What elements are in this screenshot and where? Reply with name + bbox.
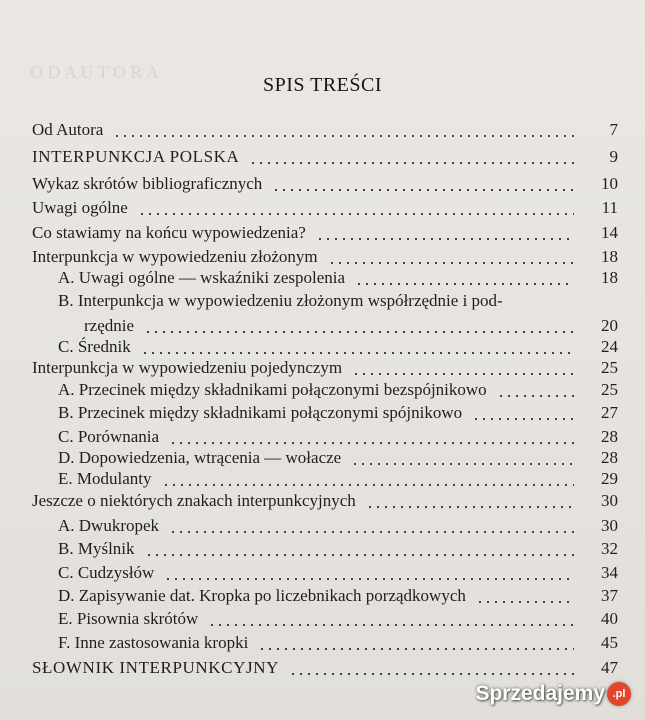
dot-leader (145, 554, 574, 556)
dot-leader (289, 673, 574, 675)
toc-entry-title: Od Autora (32, 120, 104, 139)
dot-leader (208, 624, 574, 626)
toc-entry-title: B. Myślnik (58, 539, 135, 558)
toc-entry (58, 584, 618, 608)
toc-entry-title: F. Inne zastosowania kropki (58, 633, 249, 652)
toc-entry-title: D. Dopowiedzenia, wtrącenia — wołacze (58, 448, 342, 467)
toc-entry-title: Wykaz skrótów bibliograficznych (32, 174, 263, 193)
dot-leader (169, 442, 574, 444)
toc-entry-page-number: 27 (601, 403, 618, 422)
toc-entry-page-number: 30 (601, 516, 618, 535)
toc-entry-title: C. Średnik (58, 337, 131, 356)
toc-entry-title: E. Pisownia skrótów (58, 609, 199, 628)
toc-entry-title: D. Zapisywanie dat. Kropka po liczebnikach porządkowych (58, 586, 466, 605)
toc-entry (32, 489, 618, 513)
toc-entry (32, 118, 618, 142)
toc-entry-title: Jeszcze o niektórych znakach interpunkcyjnych (32, 491, 356, 510)
dot-leader (164, 578, 574, 580)
toc-entry (58, 401, 618, 425)
dot-leader (138, 213, 574, 215)
toc-entry (32, 145, 618, 169)
toc-entry-page-number: 47 (601, 658, 618, 677)
dot-leader (162, 484, 574, 486)
toc-entry (58, 537, 618, 561)
dot-leader (351, 463, 574, 465)
dot-leader (249, 162, 574, 164)
toc-entry-page-number: 25 (601, 358, 618, 377)
toc-entry (58, 467, 618, 491)
dot-leader (355, 283, 574, 285)
dot-leader (497, 395, 574, 397)
toc-entry-page-number: 10 (601, 174, 618, 193)
toc-entry-title: Interpunkcja w wypowiedzeniu pojedynczym (32, 358, 343, 377)
dot-leader (328, 262, 574, 264)
toc-entry-title: Uwagi ogólne (32, 198, 128, 217)
toc-entry (58, 266, 618, 290)
toc-entry (32, 196, 618, 220)
dot-leader (169, 531, 574, 533)
toc-entry-title: INTERPUNKCJA POLSKA (32, 147, 240, 166)
dot-leader (472, 418, 574, 420)
toc-entry-title: A. Dwukropek (58, 516, 160, 535)
toc-entry-page-number: 28 (601, 427, 618, 446)
toc-entry-title: C. Cudzysłów (58, 563, 155, 582)
dot-leader (144, 331, 574, 333)
dot-leader (366, 506, 574, 508)
toc-entry-title: A. Uwagi ogólne — wskaźniki zespolenia (58, 268, 346, 287)
toc-entry-page-number: 25 (601, 380, 618, 399)
toc-entry-page-number: 14 (601, 223, 618, 242)
toc-entry-title: rzędnie (84, 316, 135, 335)
dot-leader (272, 189, 574, 191)
toc-entry-page-number: 11 (601, 198, 618, 217)
toc-entry-page-number: 9 (609, 147, 618, 166)
toc-entry-page-number: 7 (609, 120, 618, 139)
toc-entry (58, 378, 618, 402)
toc-entry (58, 631, 618, 655)
watermark-logo (475, 682, 631, 706)
toc-entry (32, 172, 618, 196)
toc-entry-page-number: 40 (601, 609, 618, 628)
toc-entry (58, 514, 618, 538)
dot-leader (141, 352, 574, 354)
dot-leader (113, 135, 574, 137)
toc-entry (58, 561, 618, 585)
toc-entry-page-number: 32 (601, 539, 618, 558)
toc-entry-page-number: 30 (601, 491, 618, 510)
toc-entry-title: Interpunkcja w wypowiedzeniu złożonym (32, 247, 318, 266)
toc-entry-title: A. Przecinek między składnikami połączonymi bezspójnikowo (58, 380, 487, 399)
page-title: SPIS TREŚCI (262, 74, 383, 96)
dot-leader (258, 648, 574, 650)
toc-entry-page-number: 29 (601, 469, 618, 488)
toc-entry (58, 607, 618, 631)
toc-entry-page-number: 37 (601, 586, 618, 605)
show-through-text: O D A U T O R A (30, 62, 159, 82)
toc-entry-page-number: 45 (601, 633, 618, 652)
toc-entry (58, 289, 618, 313)
toc-entry (32, 656, 618, 680)
toc-entry-title: B. Przecinek między składnikami połączonymi spójnikowo (58, 403, 463, 422)
toc-entry-title: Co stawiamy na końcu wypowiedzenia? (32, 223, 306, 242)
toc-entry-page-number: 18 (601, 268, 618, 287)
dot-leader (316, 238, 574, 240)
toc-entry-page-number: 24 (601, 337, 618, 356)
toc-entry-page-number: 34 (601, 563, 618, 582)
dot-leader (476, 601, 574, 603)
toc-entry-title: SŁOWNIK INTERPUNKCYJNY (32, 658, 279, 677)
dot-leader (352, 373, 574, 375)
watermark-badge: .pl (607, 682, 631, 706)
toc-entry (32, 356, 618, 380)
toc-entry-title: E. Modulanty (58, 469, 152, 488)
toc-entry (32, 221, 618, 245)
toc-entry-title: B. Interpunkcja w wypowiedzeniu złożonym współrzędnie i pod- (58, 291, 503, 310)
toc-entry-page-number: 20 (601, 316, 618, 335)
watermark-text: Sprzedajemy (475, 682, 605, 705)
toc-entry-title: C. Porównania (58, 427, 160, 446)
toc-entry-page-number: 18 (601, 247, 618, 266)
toc-entry-page-number: 28 (601, 448, 618, 467)
